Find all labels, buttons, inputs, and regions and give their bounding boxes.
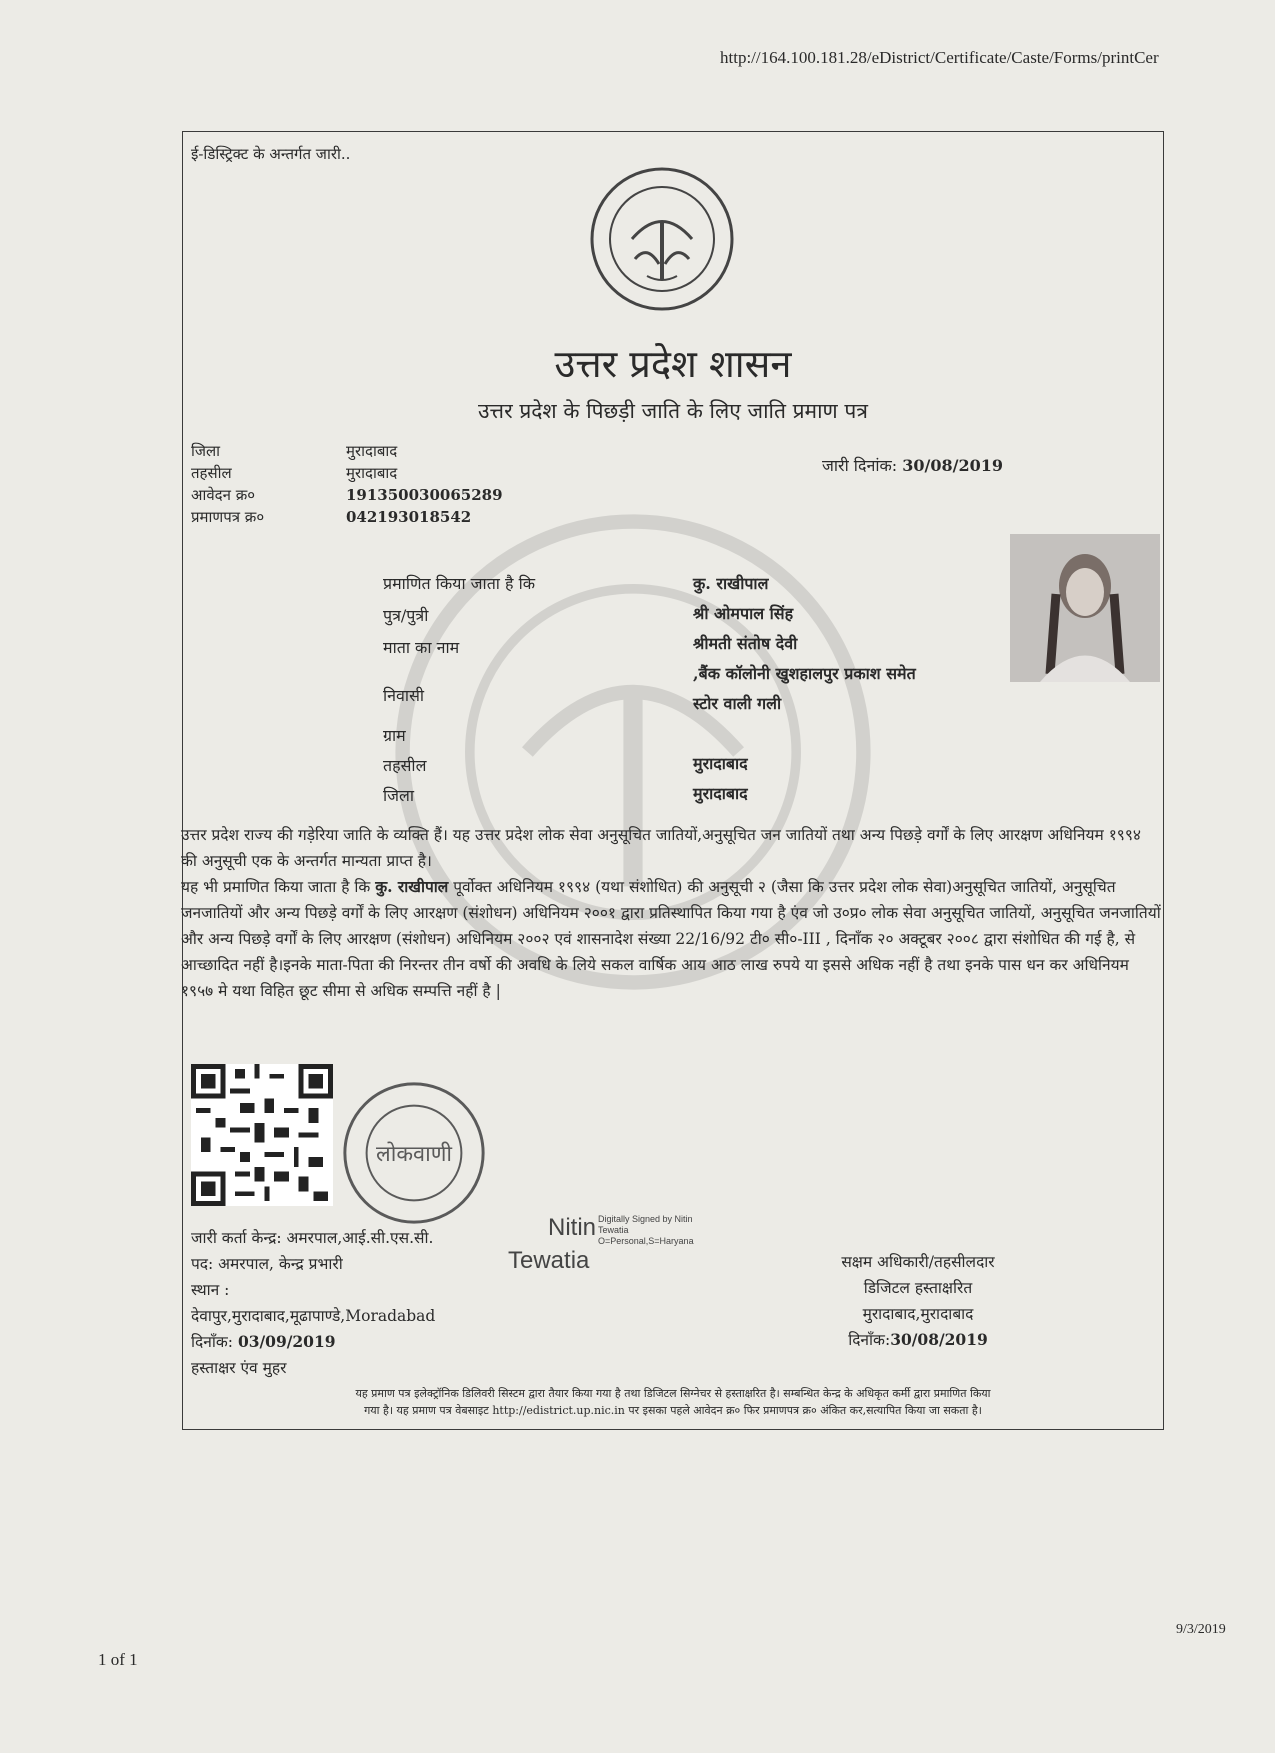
sig-line-2: Tewatia [598,1225,629,1235]
tehsil-value: मुरादाबाद [346,464,398,482]
sig-line-3: O=Personal,S=Haryana [598,1236,694,1246]
issued-under-text: ई-डिस्ट्रिक्ट के अन्तर्गत जारी.. [191,145,351,163]
detail-district-value: मुरादाबाद [693,784,748,803]
certified-label: प्रमाणित किया जाता है कि [383,574,536,593]
detail-tehsil-value: मुरादाबाद [693,754,748,773]
issuing-center: जारी कर्ता केन्द्र: अमरपाल,आई.सी.एस.सी. [191,1229,434,1247]
father-name: श्री ओमपाल सिंह [693,604,794,623]
issuer-date-label: दिनाँक: [191,1333,233,1351]
mother-label: माता का नाम [383,638,460,657]
issue-date-label: जारी दिनांक: [822,456,898,475]
mother-name: श्रीमती संतोष देवी [693,634,798,653]
print-url: http://164.100.181.28/eDistrict/Certificate/Caste/Forms/printCer [720,48,1159,67]
certificate-label: प्रमाणपत्र क्र० [191,508,265,526]
officer-block [793,1249,1043,1353]
sig-name-first: Nitin [548,1214,597,1241]
officer-title: सक्षम अधिकारी/तहसीलदार [841,1253,995,1271]
application-label: आवेदन क्र० [191,486,256,504]
digitally-signed: डिजिटल हस्ताक्षरित [863,1279,973,1297]
issue-date-value: 30/08/2019 [902,456,1003,475]
officer-date-label: दिनाँक: [848,1331,891,1349]
digital-signature [508,1214,694,1275]
sign-and-seal: हस्ताक्षर एंव मुहर [191,1359,287,1377]
place-label: स्थान : [191,1281,230,1299]
issue-date [822,454,1003,476]
issuing-center-block [191,1225,435,1381]
body-paragraph-2 [181,874,1161,1004]
page-number: 1 of 1 [98,1650,138,1669]
resident-label: निवासी [383,686,425,705]
body-p2-name: कु. राखीपाल [375,877,449,896]
address-line-1: ,बैंक कॉलोनी खुशहालपुर प्रकाश समेत [693,664,916,683]
up-govt-emblem-icon [587,164,737,314]
sig-name-last: Tewatia [508,1247,590,1274]
place-value: देवापुर,मुरादाबाद,मूढापाण्डे,Moradabad [191,1307,436,1325]
district-label: जिला [191,442,221,460]
certificate-subtitle: उत्तर प्रदेश के पिछड़ी जाति के लिए जाति प्रमाण पत्र [478,399,868,423]
issuer-date [191,1329,435,1355]
government-title: उत्तर प्रदेश शासन [554,342,792,386]
child-of-label: पुत्र/पुत्री [383,606,429,625]
officer-place: मुरादाबाद,मुरादाबाद [862,1305,974,1323]
application-number: 191350030065289 [346,486,503,504]
district-value: मुरादाबाद [346,442,398,460]
officer-date-value: 30/08/2019 [890,1330,988,1349]
footer-line-1: यह प्रमाण पत्र इलेक्ट्रॉनिक डिलिवरी सिस्टम द्वारा तैयार किया गया है तथा डिजिटल सिग्नेचर से हस्ताक्षरित है। सम्बन्धित केन्द्र के अधिकृत कर्मी द्वारा प्रमाणित किया [355,1387,991,1400]
qr-code-icon [191,1064,333,1206]
officer-date [793,1327,1043,1353]
sig-line-1: Digitally Signed by Nitin [598,1214,693,1224]
address-line-2: स्टोर वाली गली [693,694,782,713]
person-silhouette-icon [1010,534,1160,682]
footer-line-2: गया है। यह प्रमाण पत्र वेबसाइट http://edistrict.up.nic.in पर इसका पहले आवेदन क्र० फिर प्रमाणपत्र क्र० अंकित कर,सत्यापित किया जा सकता है। [364,1404,982,1417]
detail-district-label: जिला [383,786,415,805]
issuer-post: पद: अमरपाल, केन्द्र प्रभारी [191,1255,343,1273]
verification-footer [183,1385,1163,1419]
stamp-text: लोकवाणी [375,1141,453,1167]
issuer-date-value: 03/09/2019 [237,1332,336,1351]
body-p2-intro: यह भी प्रमाणित किया जाता है कि [181,878,376,896]
certificate-meta [191,440,503,528]
print-date: 9/3/2019 [1176,1622,1226,1637]
detail-tehsil-label: तहसील [383,756,427,775]
applicant-photo [1010,534,1160,682]
body-paragraph-1: उत्तर प्रदेश राज्य की गड़ेरिया जाति के व्यक्ति हैं। यह उत्तर प्रदेश लोक सेवा अनुसूचित जातियों,अनुसूचित जन जातियों तथा अन्य पिछड़े वर्गों के लिए आरक्षण अधिनियम १९९४ की अनुसूची एक के अन्तर्गत मान्यता प्राप्त है। [181,826,1141,870]
certificate-body [181,822,1161,1004]
certificate-number: 042193018542 [346,508,472,526]
village-label: ग्राम [383,726,406,745]
lokvani-stamp-icon [335,1074,493,1232]
tehsil-label: तहसील [191,464,232,482]
applicant-name: कु. राखीपाल [693,574,769,593]
certificate-frame [182,131,1164,1430]
body-p2-rest: पूर्वोक्त अधिनियम १९९४ (यथा संशोधित) की अनुसूची २ (जैसा कि उत्तर प्रदेश लोक सेवा)अनुसूचित जातियों, अनुसूचित जनजातियों और अन्य पिछड़े वर्गों के लिए आरक्षण (संशोधन) अधिनियम २००१ द्वारा प्रतिस्थापित किया गया है एंव जो उ०प्र० लोक सेवा अनुसूचित जातियों, अनुसूचित जनजातियों और अन्य पिछड़े वर्गों के लिए आरक्षण (संशोधन) अधिनियम २००२ एवं शासनादेश संख्या 22/16/92 टी० सी०-III , दिनाँक २० अक्टूबर २००८ द्वारा संशोधित की गई है, से आच्छादित नहीं है।इनके माता-पिता की निरन्तर तीन वर्षो की अवधि के लिये सकल वार्षिक आय आठ लाख रुपये या इससे अधिक नहीं है तथा इनके पास धन कर अधिनियम १९५७ मे यथा विहित छूट सीमा से अधिक सम्पत्ति नहीं है | [181,878,1161,1000]
